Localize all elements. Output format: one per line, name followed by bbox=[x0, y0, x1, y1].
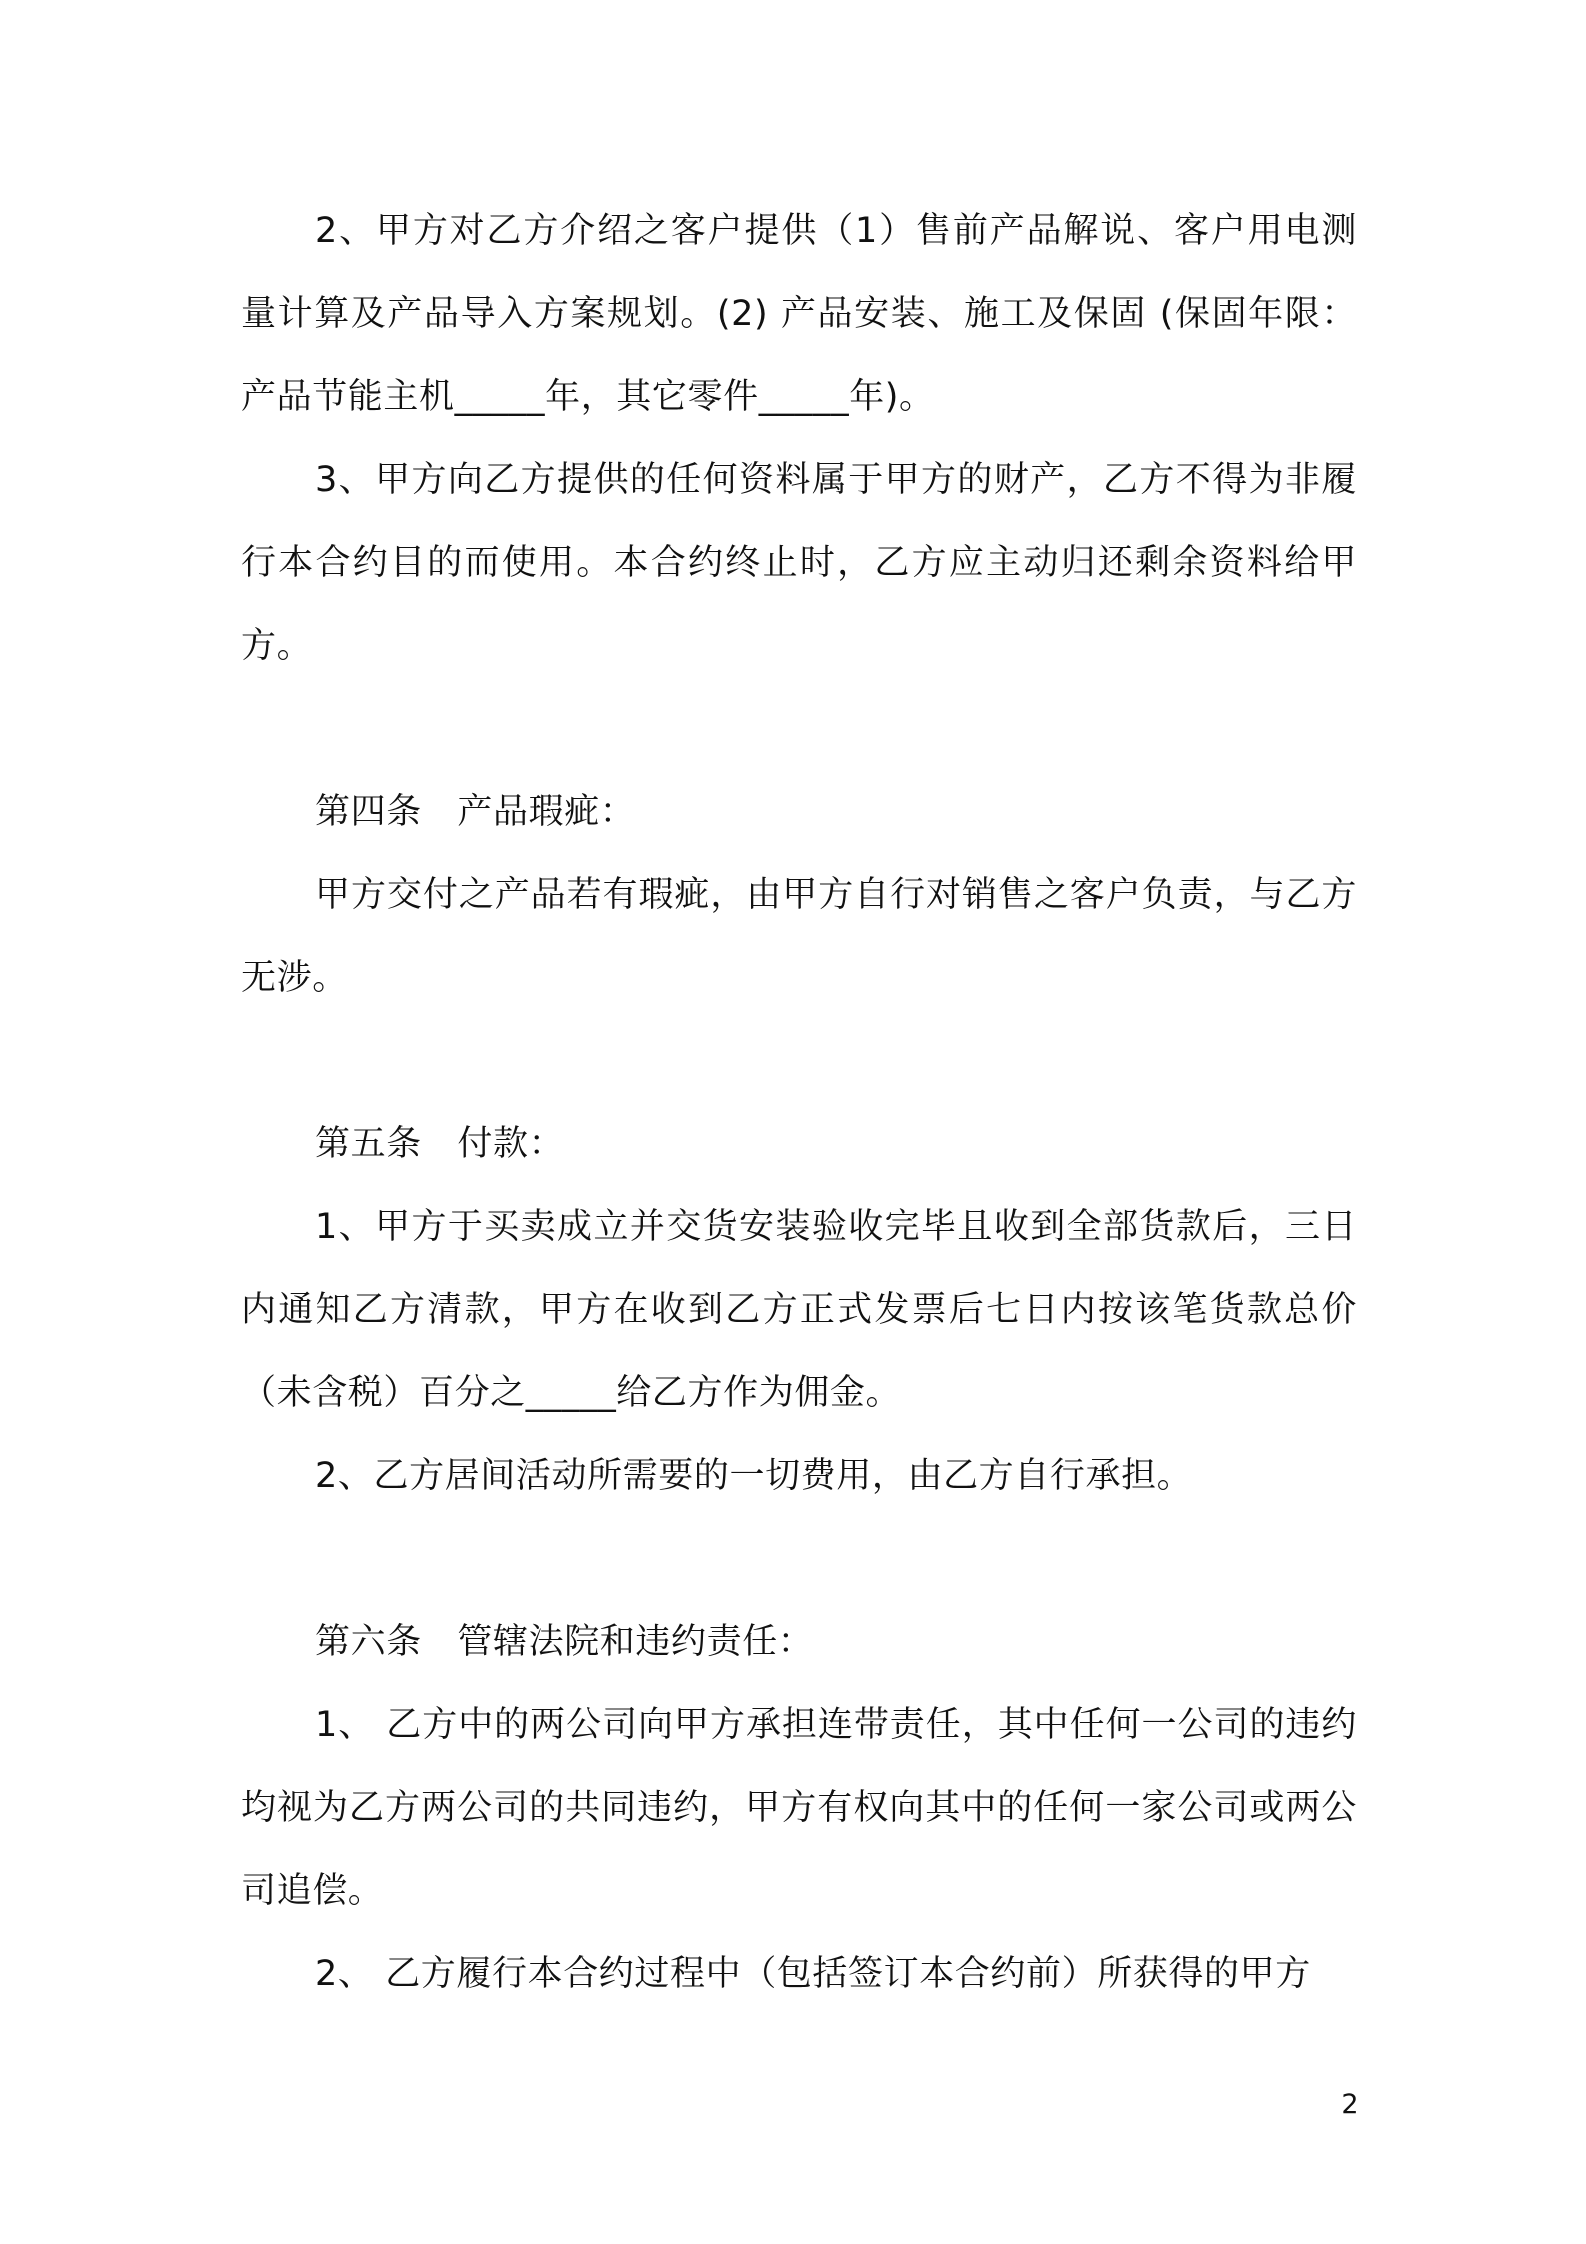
article-6-heading: 第六条 管辖法院和违约责任： bbox=[315, 1622, 814, 1662]
article-6-item-2: 2、 乙方履行本合约过程中（包括签订本合约前）所获得的甲方 bbox=[315, 1954, 1311, 1994]
article-4-heading: 第四条 产品瑕疵： bbox=[315, 792, 636, 832]
article-5-heading: 第五条 付款： bbox=[315, 1124, 565, 1164]
page-number: 2 bbox=[1341, 2089, 1359, 2120]
document-body bbox=[241, 190, 1357, 2016]
clause-3-item-2: 2、甲方对乙方介绍之客户提供（1）售前产品解说、客户用电测量计算及产品导入方案规划。(2) 产品安装、施工及保固 (保固年限：产品节能主机_____年，其它零件_____年)。 bbox=[241, 211, 1357, 417]
article-4-text: 甲方交付之产品若有瑕疵，由甲方自行对销售之客户负责，与乙方无涉。 bbox=[241, 875, 1357, 998]
article-6-item-1: 1、 乙方中的两公司向甲方承担连带责任，其中任何一公司的违约均视为乙方两公司的共同违约，甲方有权向其中的任何一家公司或两公司追偿。 bbox=[241, 1705, 1357, 1911]
article-5-item-1: 1、甲方于买卖成立并交货安装验收完毕且收到全部货款后，三日内通知乙方清款，甲方在收到乙方正式发票后七日内按该笔货款总价（未含税）百分之_____给乙方作为佣金。 bbox=[241, 1207, 1357, 1413]
article-5-item-2: 2、乙方居间活动所需要的一切费用，由乙方自行承担。 bbox=[315, 1456, 1193, 1496]
clause-3-item-3: 3、甲方向乙方提供的任何资料属于甲方的财产，乙方不得为非履行本合约目的而使用。本合约终止时，乙方应主动归还剩余资料给甲方。 bbox=[241, 460, 1357, 666]
